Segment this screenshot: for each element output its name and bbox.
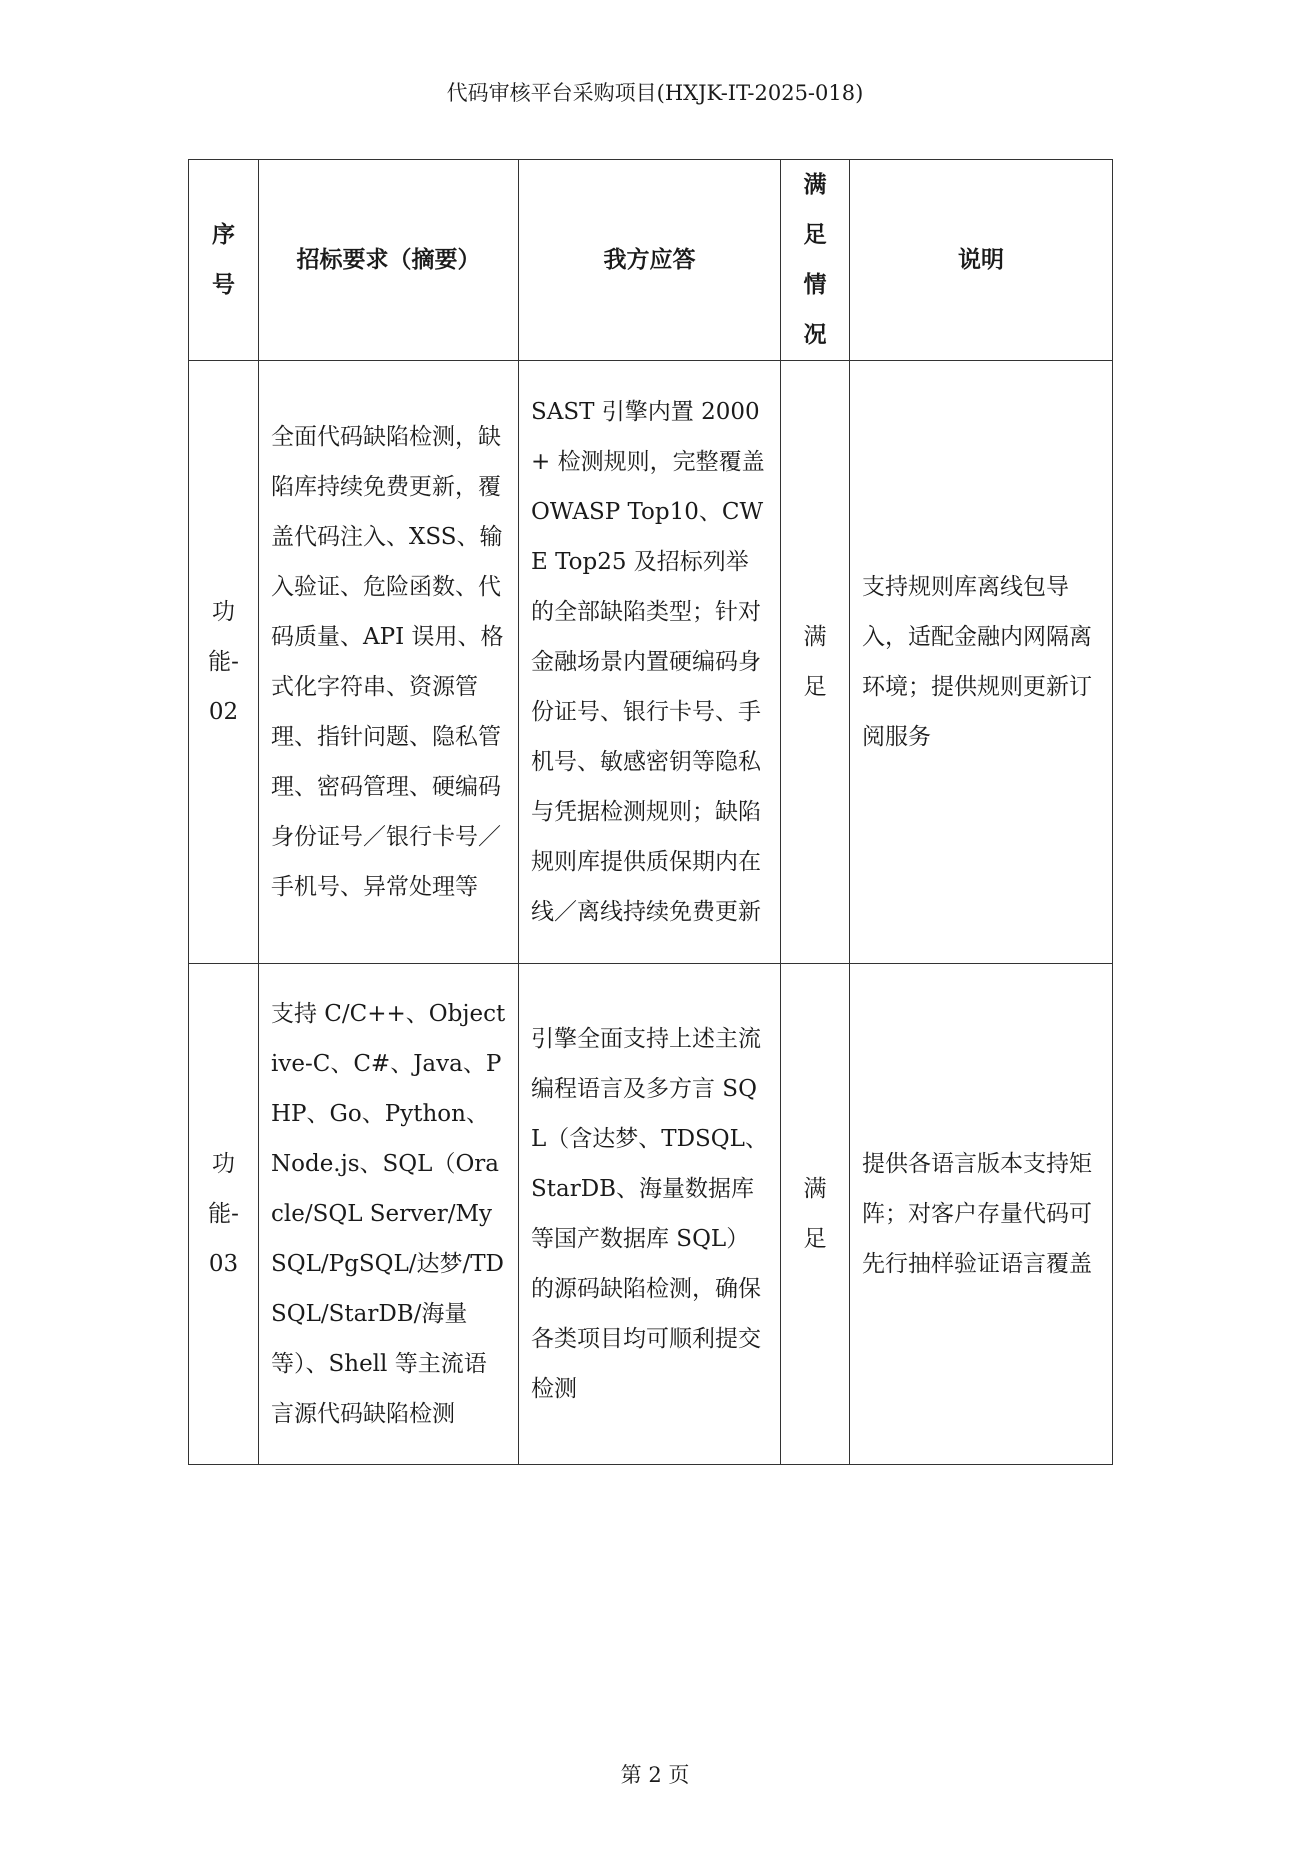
note-cell: 提供各语言版本支持矩阵；对客户存量代码可先行抽样验证语言覆盖	[850, 964, 1113, 1465]
column-header-response: 我方应答	[519, 160, 781, 361]
response-cell: 引擎全面支持上述主流编程语言及多方言 SQL（含达梦、TDSQL、StarDB、海量数据库等国产数据库 SQL）的源码缺陷检测，确保各类项目均可顺利提交检测	[519, 964, 781, 1465]
page-number: 第 2 页	[620, 1763, 690, 1787]
page-header: 代码审核平台采购项目(HXJK-IT-2025-018)	[446, 81, 864, 105]
column-header-index: 序号	[189, 160, 259, 361]
requirements-response-table	[188, 159, 1113, 1465]
table-row	[189, 964, 1113, 1465]
column-header-status: 满足情况	[781, 160, 850, 361]
table-header-row	[189, 160, 1113, 361]
requirement-cell: 支持 C/C++、Objective-C、C#、Java、PHP、Go、Python、Node.js、SQL（Oracle/SQL Server/MySQL/PgSQL/达梦/TDSQL/StarDB/海量等）、Shell 等主流语言源代码缺陷检测	[259, 964, 519, 1465]
column-header-requirement: 招标要求（摘要）	[259, 160, 519, 361]
requirement-cell: 全面代码缺陷检测，缺陷库持续免费更新，覆盖代码注入、XSS、输入验证、危险函数、代码质量、API 误用、格式化字符串、资源管理、指针问题、隐私管理、密码管理、硬编码身份证号／银行卡号／手机号、异常处理等	[259, 361, 519, 964]
row-index-cell: 功能-03	[189, 964, 259, 1465]
note-cell: 支持规则库离线包导入，适配金融内网隔离环境；提供规则更新订阅服务	[850, 361, 1113, 964]
status-cell: 满足	[781, 964, 850, 1465]
row-index-cell: 功能-02	[189, 361, 259, 964]
table-row	[189, 361, 1113, 964]
column-header-note: 说明	[850, 160, 1113, 361]
response-cell: SAST 引擎内置 2000+ 检测规则，完整覆盖 OWASP Top10、CWE Top25 及招标列举的全部缺陷类型；针对金融场景内置硬编码身份证号、银行卡号、手机号、敏感密钥等隐私与凭据检测规则；缺陷规则库提供质保期内在线／离线持续免费更新	[519, 361, 781, 964]
status-cell: 满足	[781, 361, 850, 964]
